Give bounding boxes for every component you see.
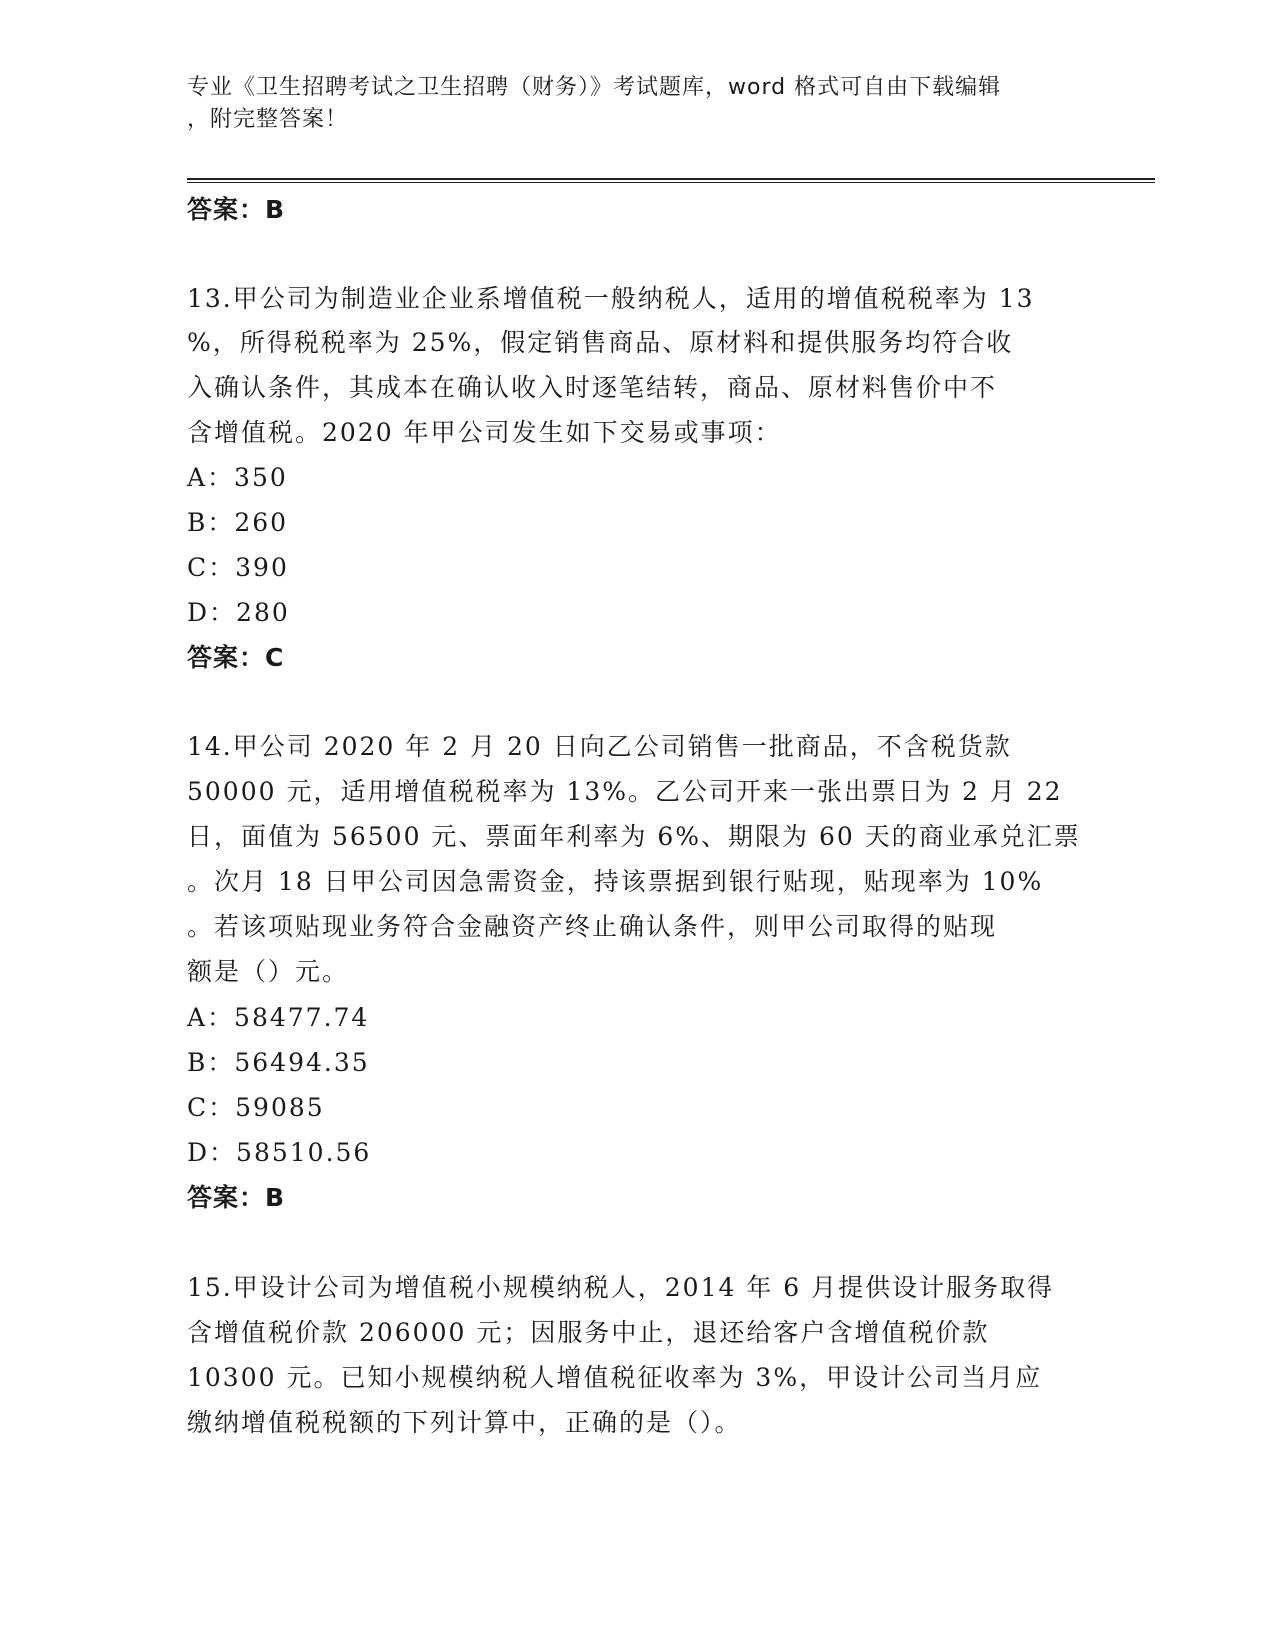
- question-14-line: 14.甲公司 2020 年 2 月 20 日向乙公司销售一批商品，不含税货款: [187, 732, 1012, 761]
- question-13-line: 含增值税。2020 年甲公司发生如下交易或事项：: [187, 418, 782, 447]
- option-d: D：58510.56: [187, 1138, 372, 1167]
- header-line-2: ，附完整答案！: [187, 107, 349, 132]
- question-15-line: 15.甲设计公司为增值税小规模纳税人，2014 年 6 月提供设计服务取得: [187, 1273, 1055, 1302]
- answer-prev: 答案：B: [187, 195, 286, 224]
- answer-14: 答案：B: [187, 1183, 286, 1212]
- answer-13: 答案：C: [187, 643, 285, 672]
- option-c: C：390: [187, 553, 289, 582]
- question-14-line: 额是（）元。: [187, 957, 350, 986]
- question-14-line: 日，面值为 56500 元、票面年利率为 6%、期限为 60 天的商业承兑汇票: [187, 822, 1081, 851]
- option-c: C：59085: [187, 1093, 325, 1122]
- option-b: B：260: [187, 508, 289, 537]
- option-d: D：280: [187, 598, 290, 627]
- question-14-line: 50000 元，适用增值税税率为 13%。乙公司开来一张出票日为 2 月 22: [187, 777, 1063, 806]
- question-15-line: 含增值税价款 206000 元；因服务中止，退还给客户含增值税价款: [187, 1318, 990, 1347]
- option-b: B：56494.35: [187, 1048, 370, 1077]
- question-14-line: 。若该项贴现业务符合金融资产终止确认条件，则甲公司取得的贴现: [187, 912, 998, 941]
- header-divider: [187, 178, 1155, 183]
- header-line-1: 专业《卫生招聘考试之卫生招聘（财务）》考试题库，word 格式可自由下载编辑: [187, 75, 1002, 100]
- question-15-line: 缴纳增值税税额的下列计算中，正确的是（）。: [187, 1408, 742, 1437]
- question-13-line: 入确认条件，其成本在确认收入时逐笔结转，商品、原材料售价中不: [187, 373, 998, 402]
- page-header: [187, 72, 1067, 136]
- question-15-line: 10300 元。已知小规模纳税人增值税征收率为 3%，甲设计公司当月应: [187, 1363, 1043, 1392]
- question-13-line: %，所得税税率为 25%，假定销售商品、原材料和提供服务均符合收: [187, 328, 1014, 357]
- question-14-line: 。次月 18 日甲公司因急需资金，持该票据到银行贴现，贴现率为 10%: [187, 867, 1044, 896]
- question-13-line: 13.甲公司为制造业企业系增值税一般纳税人，适用的增值税税率为 13: [187, 284, 1035, 313]
- option-a: A：350: [187, 463, 288, 492]
- option-a: A：58477.74: [187, 1003, 370, 1032]
